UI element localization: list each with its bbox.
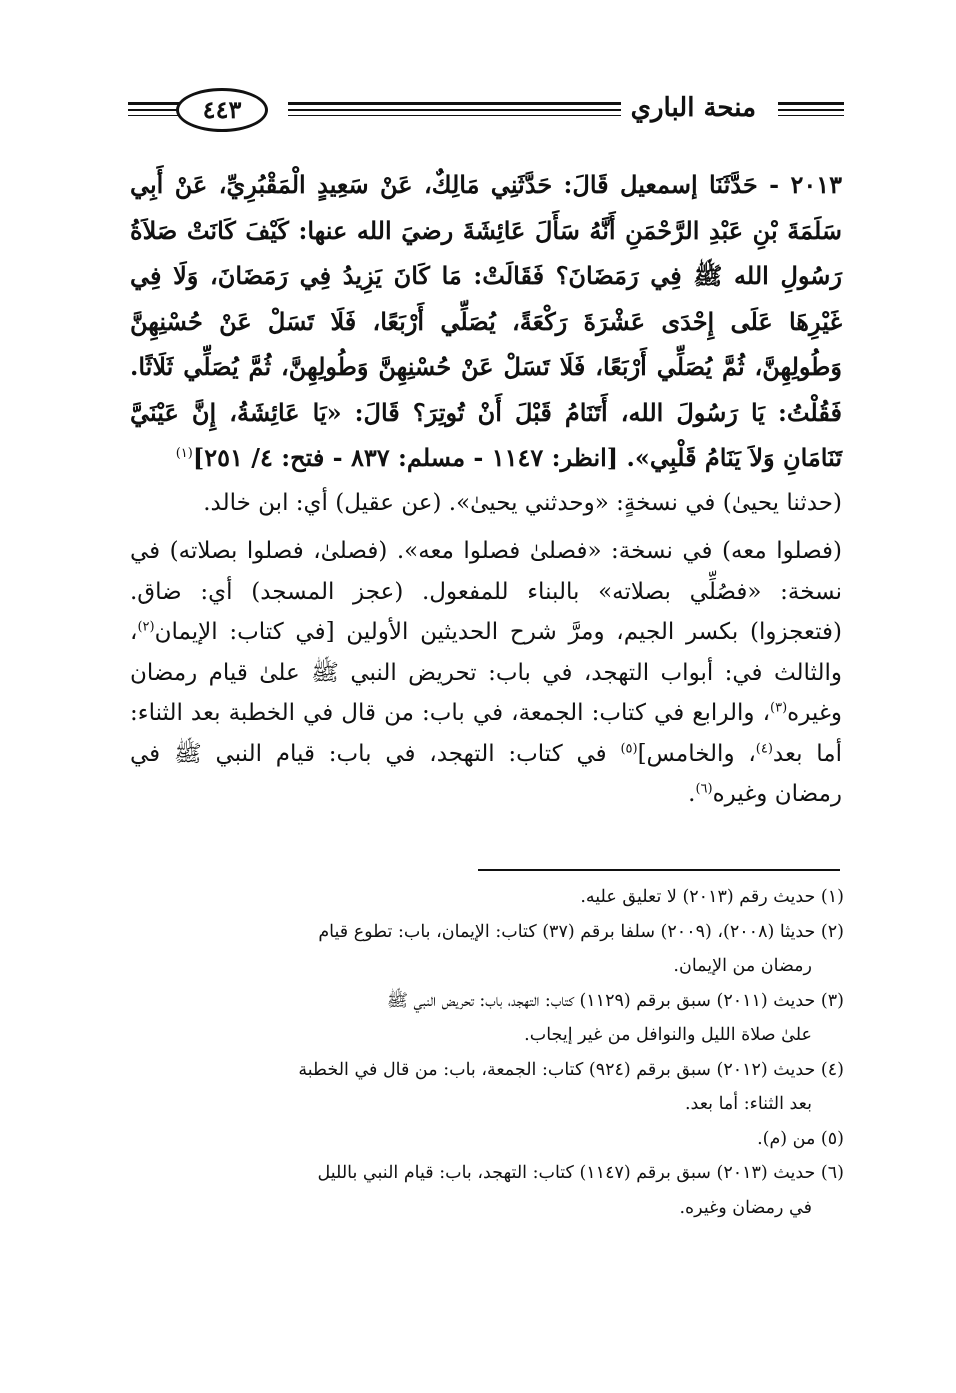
footnote-text: (١) حديث رقم (٢٠١٣) لا تعليق عليه. — [580, 887, 844, 907]
book-title: منحة الباري — [621, 88, 766, 128]
hadith-line: ٢٠١٣ - حَدَّثَنَا إسمعيل قَالَ: حَدَّثَنِي مَالِكٌ، عَنْ سَعِيدٍ الْمَقْبُرِيِّ، عَنْ أَبِي سَلَمَةَ — [130, 170, 842, 245]
hadith-line: رَمَضَانَ؟ فَقَالَتْ: مَا كَانَ يَزِيدُ فِي رَمَضَانَ، وَلَا فِي غَيْرِهَا عَلَى إِحْدَى عَشْرَةَ رَكْعَةً، — [130, 261, 842, 336]
main-text — [130, 162, 842, 815]
footnote-text: (٥) من (م). — [757, 1128, 844, 1149]
page-number: ٤٤٣ — [176, 88, 268, 132]
header-rule-middle — [288, 102, 668, 105]
footnote-text: (٣) حديث (٢٠١١) سبق برقم (١١٢٩) كتاب: التهجد، باب: تحريض النبي ﷺ — [386, 990, 844, 1011]
footnote-text: بعد الثناء: أما بعد. — [684, 1094, 812, 1114]
commentary-text: . — [688, 781, 696, 807]
commentary-paragraph — [130, 531, 842, 815]
hadith-line: يُصَلِّي أَرْبَعًا، فَلَا تَسَلْ عَنْ حُسْنِهِنَّ وَطُولِهِنَّ، ثُمَّ يُصَلِّي أَرْبَعًا، فَلَا تَسَلْ عَنْ حُسْنِهِنَّ — [130, 306, 842, 381]
footnote-item — [130, 880, 844, 915]
header-rule-left — [128, 102, 182, 105]
footnotes — [130, 880, 844, 1225]
footnote-text: (٢) حديثا (٢٠٠٨)، (٢٠٠٩) سلفا برقم (٣٧) كتاب: الإيمان، باب: تطوع قيام — [318, 921, 844, 942]
footnote-marker: (٢) — [137, 619, 155, 635]
footnote-marker: (٥) — [620, 740, 638, 756]
footnote-marker: (٤) — [755, 740, 773, 756]
commentary-text: ، والخامس] — [637, 740, 756, 767]
footnote-item — [130, 1122, 844, 1157]
footnote-item — [130, 1053, 844, 1122]
commentary-text: ، والثالث في: أبواب التهجد، في باب: تحريض النبي ﷺ علىٰ قيام رمضان وغيره — [130, 619, 842, 726]
commentary-text: ، والرابع في كتاب: الجمعة، في باب: من قال في الخطبة بعد الثناء: أما بعد — [130, 700, 843, 767]
commentary-text: ابن خالد. — [203, 489, 289, 516]
footnote-text: (٤) حديث (٢٠١٢) سبق برقم (٩٢٤) كتاب: الجمعة، باب: من قال في الخطبة — [298, 1059, 844, 1080]
footnote-item — [130, 915, 844, 984]
hadith-text — [130, 162, 842, 481]
commentary-text: في كتاب: التهجد، في باب: قيام النبي ﷺ في رمضان وغيره — [130, 740, 842, 807]
commentary-text: (فصلوا معه) في نسخة: «فصلىٰ فصلوا معه». (فصلىٰ، فصلوا بصلاته) في نسخة: «فصُلِّي بصلاته» بالبناء للمفعول. (عجز المسجد) أي: ضاق. (فتعجزوا) بكسر الجيم، ومرَّ شرح الحديثين الأولين [في كتاب: الإيمان — [130, 538, 842, 645]
page-header — [128, 88, 844, 142]
footnote-item — [130, 1156, 844, 1225]
footnote-text: رمضان من الإيمان. — [673, 956, 812, 976]
footnote-marker: (١) — [175, 446, 193, 461]
footnote-text: علىٰ صلاة الليل والنوافل من غير إيجاب. — [524, 1025, 812, 1045]
commentary-text: (حدثنا يحيىٰ) في نسخةٍ: «وحدثني يحيىٰ». (عن عقيل) أي: — [295, 489, 842, 516]
footnote-item — [130, 984, 844, 1053]
hadith-line: بْنِ عَبْدِ الرَّحْمَنِ أَنَّهُ سَأَلَ عَائِشَةَ رضيَ الله عنها: كَيْفَ كَانَتْ صَلاَةُ رَسُولِ الله ﷺ فِي — [130, 215, 842, 290]
footnote-marker: (٦) — [695, 781, 713, 797]
commentary-paragraph — [130, 483, 842, 524]
footnote-text: في رمضان وغيره. — [679, 1197, 812, 1218]
footnote-marker: (٣) — [770, 700, 788, 716]
hadith-line: وَطُولِهِنَّ، ثُمَّ يُصَلِّي ثَلَاثًا. فَقُلْتُ: يَا رَسُولَ الله، أَتَنَامُ قَبْلَ أَنْ تُوتِرَ؟ قَالَ: «يَا عَائِشَةُ، — [130, 352, 842, 427]
footnote-separator — [478, 869, 840, 871]
hadith-line: إِنَّ عَيْنَيَّ تَنَامَانِ وَلاَ يَنَامُ قَلْبِي». [انظر: ١١٤٧ - مسلم: ٨٣٧ - فتح: ٤/ ٢٥١] — [130, 397, 842, 472]
footnote-text: (٦) حديث (٢٠١٣) سبق برقم (١١٤٧) كتاب: التهجد، باب: قيام النبي بالليل — [317, 1163, 844, 1183]
header-rule-right — [778, 102, 844, 105]
